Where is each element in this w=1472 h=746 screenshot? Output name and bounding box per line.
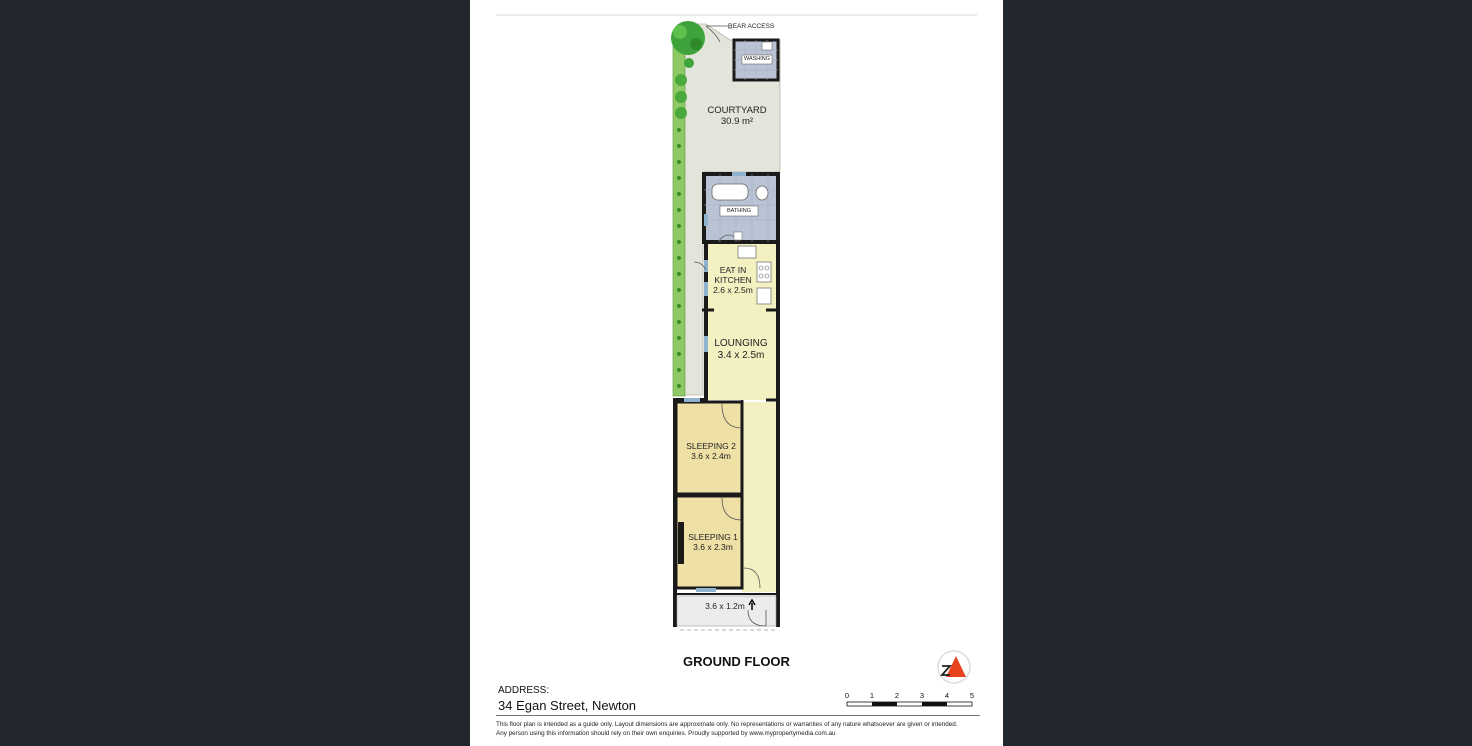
scale-tick-2: 2 <box>894 691 900 700</box>
disclaimer-line-2: Any person using this information should rely on their own enquiries. Proudly supported by www.mypropertymedia.com.au <box>496 730 836 738</box>
sleeping-1-size: 3.6 x 2.3m <box>693 541 733 552</box>
sink-icon <box>738 246 756 258</box>
floor-title: GROUND FLOOR <box>683 654 790 669</box>
lounging-name: LOUNGING <box>714 338 768 349</box>
bathtub-icon <box>712 184 748 200</box>
address-label: ADDRESS: <box>498 685 550 696</box>
sleeping-1-label <box>676 533 750 553</box>
divider <box>496 715 980 716</box>
hallway <box>742 402 776 592</box>
disclaimer <box>496 720 996 738</box>
lounging-label <box>706 338 776 361</box>
sleeping-1-name: SLEEPING 1 <box>688 532 738 542</box>
scale-tick-3: 3 <box>919 691 925 700</box>
scale-bar <box>844 690 978 710</box>
sleeping-2-size: 3.6 x 2.4m <box>691 450 731 461</box>
disclaimer-line-1: This floor plan is intended as a guide only. Layout dimensions are approximate only. No representations or warranties of any nature whatsoever are given or intended. <box>496 721 958 728</box>
lounging-size: 3.4 x 2.5m <box>717 349 765 361</box>
sleeping-2-name: SLEEPING 2 <box>686 441 736 451</box>
sleeping-2-label <box>676 442 746 462</box>
kitchen-size: 2.6 x 2.5m <box>713 284 753 295</box>
washing-label: WASHING <box>743 56 771 62</box>
porch-size-label: 3.6 x 1.2m <box>705 601 745 611</box>
address-value: 34 Egan Street, Newton <box>498 698 637 713</box>
scale-tick-5: 5 <box>969 691 975 700</box>
kitchen-line2: KITCHEN <box>714 274 752 285</box>
scale-tick-1: 1 <box>869 691 875 700</box>
kitchen-line1: EAT IN <box>719 265 747 275</box>
north-compass-icon <box>936 649 972 685</box>
courtyard-name: COURTYARD <box>707 105 767 116</box>
scale-tick-4: 4 <box>944 691 950 700</box>
courtyard-area-value: 30.9 m² <box>720 115 754 127</box>
courtyard-label <box>696 106 778 128</box>
scale-tick-0: 0 <box>844 691 850 700</box>
toilet-icon <box>756 186 768 200</box>
kitchen-label <box>706 266 760 295</box>
bathing-label: BATHING <box>726 208 752 214</box>
rear-access-label: REAR ACCESS <box>728 23 775 30</box>
floor-plan-sheet <box>470 0 1003 746</box>
